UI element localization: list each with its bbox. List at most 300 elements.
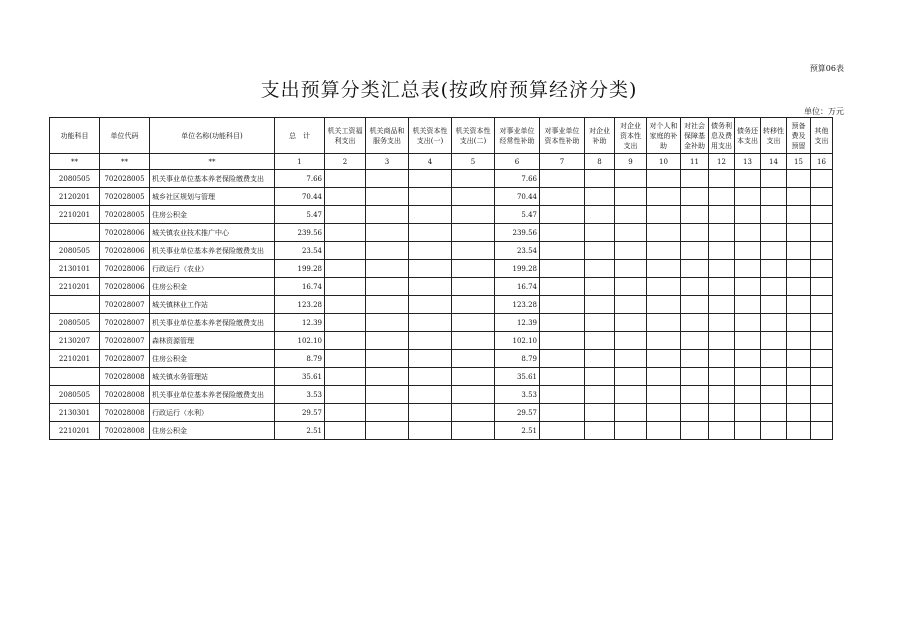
table-cell [681,242,709,260]
table-cell [366,278,409,296]
table-cell [787,422,811,440]
table-cell [761,206,787,224]
unit-code-cell: 702028005 [100,170,150,188]
total-cell: 16.74 [275,278,325,296]
table-cell [735,260,761,278]
public-institution-subsidy-cell: 2.51 [495,422,540,440]
table-cell [540,242,585,260]
public-institution-subsidy-cell: 16.74 [495,278,540,296]
table-cell [585,314,615,332]
table-cell [585,278,615,296]
column-number: 10 [647,154,681,170]
unit-name-cell: 行政运行（水利） [150,404,275,422]
table-cell [452,332,495,350]
table-cell [452,422,495,440]
table-cell [787,224,811,242]
table-cell [647,278,681,296]
table-cell [366,260,409,278]
table-cell [681,332,709,350]
table-cell [761,314,787,332]
table-cell [615,386,647,404]
table-cell [585,188,615,206]
unit-name-cell: 住房公积金 [150,278,275,296]
table-cell [735,314,761,332]
table-cell [540,170,585,188]
public-institution-subsidy-cell: 29.57 [495,404,540,422]
table-cell [409,278,452,296]
table-cell [615,170,647,188]
function-code-cell: 2210201 [50,350,100,368]
public-institution-subsidy-cell: 70.44 [495,188,540,206]
unit-name-cell: 机关事业单位基本养老保险缴费支出 [150,314,275,332]
table-cell [325,332,366,350]
table-cell [452,170,495,188]
table-cell [735,368,761,386]
column-number: ** [100,154,150,170]
table-cell [452,224,495,242]
unit-code-cell: 702028008 [100,422,150,440]
table-cell [585,242,615,260]
unit-code-cell: 702028007 [100,314,150,332]
table-cell [811,188,833,206]
table-cell [709,242,735,260]
header-row [50,118,833,154]
table-cell [540,422,585,440]
table-cell [709,278,735,296]
table-cell [540,296,585,314]
column-number: 11 [681,154,709,170]
table-row [50,386,833,404]
table-cell [761,188,787,206]
column-header: 总 计 [275,118,325,154]
table-row [50,188,833,206]
public-institution-subsidy-cell: 7.66 [495,170,540,188]
column-number: 7 [540,154,585,170]
table-cell [811,170,833,188]
table-cell [540,188,585,206]
column-header: 对事业单位经常性补助 [495,118,540,154]
table-cell [615,422,647,440]
column-number: 1 [275,154,325,170]
table-cell [681,260,709,278]
column-number: 15 [787,154,811,170]
table-row [50,350,833,368]
table-cell [647,242,681,260]
table-cell [409,188,452,206]
table-cell [709,350,735,368]
unit-name-cell: 城关镇农业技术推广中心 [150,224,275,242]
table-row [50,422,833,440]
table-cell [735,206,761,224]
unit-code-cell: 702028005 [100,188,150,206]
table-cell [787,332,811,350]
table-row [50,296,833,314]
table-cell [325,404,366,422]
total-cell: 8.79 [275,350,325,368]
column-number: ** [50,154,100,170]
column-header: 债务还本支出 [735,118,761,154]
table-cell [735,242,761,260]
public-institution-subsidy-cell: 239.56 [495,224,540,242]
unit-name-cell: 城关镇水务管理站 [150,368,275,386]
table-cell [787,278,811,296]
unit-code-cell: 702028008 [100,404,150,422]
table-cell [787,242,811,260]
table-cell [409,332,452,350]
unit-code-cell: 702028006 [100,242,150,260]
column-header: 对社会保障基金补助 [681,118,709,154]
function-code-cell: 2080505 [50,242,100,260]
table-cell [615,368,647,386]
table-cell [366,350,409,368]
table-cell [647,260,681,278]
table-cell [811,314,833,332]
table-cell [787,206,811,224]
table-cell [615,206,647,224]
column-number: 2 [325,154,366,170]
table-cell [681,188,709,206]
total-cell: 5.47 [275,206,325,224]
table-cell [366,422,409,440]
table-cell [615,224,647,242]
table-cell [761,242,787,260]
table-cell [409,314,452,332]
table-cell [761,350,787,368]
table-cell [709,296,735,314]
table-cell [615,242,647,260]
column-number: 8 [585,154,615,170]
table-cell [452,314,495,332]
function-code-cell: 2130101 [50,260,100,278]
table-cell [585,206,615,224]
table-cell [325,224,366,242]
table-cell [540,332,585,350]
table-cell [409,170,452,188]
table-cell [366,224,409,242]
column-number: 5 [452,154,495,170]
table-cell [615,332,647,350]
table-cell [681,296,709,314]
table-cell [735,296,761,314]
table-cell [325,188,366,206]
table-cell [366,242,409,260]
table-cell [452,260,495,278]
total-cell: 70.44 [275,188,325,206]
table-cell [366,170,409,188]
table-cell [735,278,761,296]
unit-code-cell: 702028005 [100,206,150,224]
function-code-cell: 2210201 [50,278,100,296]
table-cell [615,404,647,422]
total-cell: 123.28 [275,296,325,314]
column-header: 机关商品和服务支出 [366,118,409,154]
unit-code-cell: 702028007 [100,350,150,368]
table-cell [709,404,735,422]
table-cell [366,314,409,332]
function-code-cell: 2130207 [50,332,100,350]
public-institution-subsidy-cell: 12.39 [495,314,540,332]
column-header: 功能科目 [50,118,100,154]
table-cell [585,260,615,278]
unit-label: 单位：万元 [804,107,844,116]
function-code-cell: 2080505 [50,170,100,188]
column-header: 对企业补助 [585,118,615,154]
table-cell [811,278,833,296]
unit-code-cell: 702028008 [100,368,150,386]
table-cell [735,404,761,422]
table-cell [709,386,735,404]
table-cell [681,278,709,296]
unit-code-cell: 702028006 [100,260,150,278]
unit-code-cell: 702028007 [100,332,150,350]
table-cell [811,206,833,224]
table-cell [647,188,681,206]
column-number: 3 [366,154,409,170]
column-header: 单位代码 [100,118,150,154]
table-cell [540,260,585,278]
table-cell [709,170,735,188]
column-header: 其他支出 [811,118,833,154]
function-code-cell: 2120201 [50,188,100,206]
table-cell [761,296,787,314]
table-cell [681,170,709,188]
function-code-cell [50,224,100,242]
column-header: 债务利息及费用支出 [709,118,735,154]
table-cell [787,350,811,368]
column-number-row [50,154,833,170]
unit-name-cell: 机关事业单位基本养老保险缴费支出 [150,386,275,404]
table-cell [647,332,681,350]
table-cell [761,404,787,422]
table-row [50,260,833,278]
table-cell [811,296,833,314]
unit-code-cell: 702028006 [100,278,150,296]
table-cell [681,314,709,332]
public-institution-subsidy-cell: 8.79 [495,350,540,368]
table-cell [681,350,709,368]
column-header: 对个人和家庭的补助 [647,118,681,154]
column-header: 预备费及预留 [787,118,811,154]
table-cell [409,206,452,224]
table-cell [647,206,681,224]
table-cell [325,368,366,386]
public-institution-subsidy-cell: 23.54 [495,242,540,260]
table-cell [787,368,811,386]
table-cell [615,260,647,278]
unit-name-cell: 机关事业单位基本养老保险缴费支出 [150,170,275,188]
table-cell [647,404,681,422]
table-cell [811,404,833,422]
table-cell [811,350,833,368]
column-header: 机关工资福利支出 [325,118,366,154]
total-cell: 23.54 [275,242,325,260]
table-cell [735,170,761,188]
total-cell: 12.39 [275,314,325,332]
column-number: 4 [409,154,452,170]
column-number: 14 [761,154,787,170]
unit-name-cell: 行政运行（农业） [150,260,275,278]
table-cell [409,422,452,440]
table-cell [735,224,761,242]
table-cell [681,386,709,404]
table-cell [647,350,681,368]
table-cell [585,368,615,386]
table-cell [325,206,366,224]
table-cell [811,242,833,260]
table-row [50,242,833,260]
column-header: 对事业单位资本性补助 [540,118,585,154]
table-cell [325,350,366,368]
page-title: 支出预算分类汇总表(按政府预算经济分类) [260,79,638,101]
table-cell [787,404,811,422]
public-institution-subsidy-cell: 123.28 [495,296,540,314]
table-cell [366,332,409,350]
table-cell [647,368,681,386]
table-cell [452,242,495,260]
table-row [50,278,833,296]
column-header: 机关资本性支出(二) [452,118,495,154]
table-cell [761,422,787,440]
table-cell [452,386,495,404]
column-header: 转移性支出 [761,118,787,154]
table-cell [647,314,681,332]
table-cell [452,188,495,206]
column-number: 13 [735,154,761,170]
table-cell [615,314,647,332]
function-code-cell: 2080505 [50,386,100,404]
table-cell [325,422,366,440]
table-cell [409,224,452,242]
table-cell [761,170,787,188]
budget-table [49,117,833,440]
table-body [50,170,833,440]
table-row [50,170,833,188]
table-cell [325,386,366,404]
table-cell [585,170,615,188]
table-cell [452,404,495,422]
table-cell [615,350,647,368]
table-cell [681,404,709,422]
table-cell [452,350,495,368]
total-cell: 3.53 [275,386,325,404]
public-institution-subsidy-cell: 199.28 [495,260,540,278]
total-cell: 239.56 [275,224,325,242]
table-cell [735,422,761,440]
table-cell [681,206,709,224]
table-cell [585,422,615,440]
table-cell [409,386,452,404]
table-cell [325,260,366,278]
function-code-cell [50,368,100,386]
table-cell [787,314,811,332]
table-cell [325,278,366,296]
unit-name-cell: 城关镇林业工作站 [150,296,275,314]
table-cell [735,188,761,206]
table-row [50,404,833,422]
table-cell [681,422,709,440]
column-number: 6 [495,154,540,170]
table-cell [366,368,409,386]
table-cell [709,188,735,206]
table-cell [709,206,735,224]
table-cell [366,188,409,206]
column-number: ** [150,154,275,170]
table-cell [540,386,585,404]
table-cell [811,368,833,386]
unit-code-cell: 702028008 [100,386,150,404]
public-institution-subsidy-cell: 3.53 [495,386,540,404]
table-cell [325,314,366,332]
column-number: 16 [811,154,833,170]
unit-name-cell: 住房公积金 [150,206,275,224]
total-cell: 35.61 [275,368,325,386]
table-cell [761,224,787,242]
table-cell [452,368,495,386]
table-cell [325,296,366,314]
table-cell [681,368,709,386]
table-cell [787,386,811,404]
table-cell [787,188,811,206]
table-cell [585,332,615,350]
table-cell [540,314,585,332]
table-cell [540,206,585,224]
table-cell [811,224,833,242]
unit-code-cell: 702028006 [100,224,150,242]
column-header: 单位名称(功能科目) [150,118,275,154]
table-cell [761,278,787,296]
table-cell [585,224,615,242]
table-cell [585,386,615,404]
function-code-cell: 2210201 [50,206,100,224]
table-cell [409,350,452,368]
public-institution-subsidy-cell: 102.10 [495,332,540,350]
table-cell [709,422,735,440]
table-cell [409,404,452,422]
table-cell [647,386,681,404]
table-cell [647,296,681,314]
unit-name-cell: 住房公积金 [150,422,275,440]
form-code: 预算06表 [809,64,844,73]
table-cell [540,278,585,296]
table-cell [366,206,409,224]
unit-name-cell: 城乡社区规划与管理 [150,188,275,206]
table-cell [452,206,495,224]
column-number: 9 [615,154,647,170]
table-cell [761,332,787,350]
total-cell: 2.51 [275,422,325,440]
table-cell [409,260,452,278]
total-cell: 29.57 [275,404,325,422]
column-header: 对企业资本性支出 [615,118,647,154]
table-cell [761,368,787,386]
table-cell [811,386,833,404]
table-cell [615,296,647,314]
table-cell [811,260,833,278]
table-cell [409,242,452,260]
table-cell [540,350,585,368]
function-code-cell: 2080505 [50,314,100,332]
table-cell [585,296,615,314]
table-cell [735,350,761,368]
unit-name-cell: 机关事业单位基本养老保险缴费支出 [150,242,275,260]
table-cell [681,224,709,242]
table-cell [787,170,811,188]
table-cell [366,404,409,422]
function-code-cell [50,296,100,314]
table-cell [540,368,585,386]
public-institution-subsidy-cell: 35.61 [495,368,540,386]
function-code-cell: 2210201 [50,422,100,440]
